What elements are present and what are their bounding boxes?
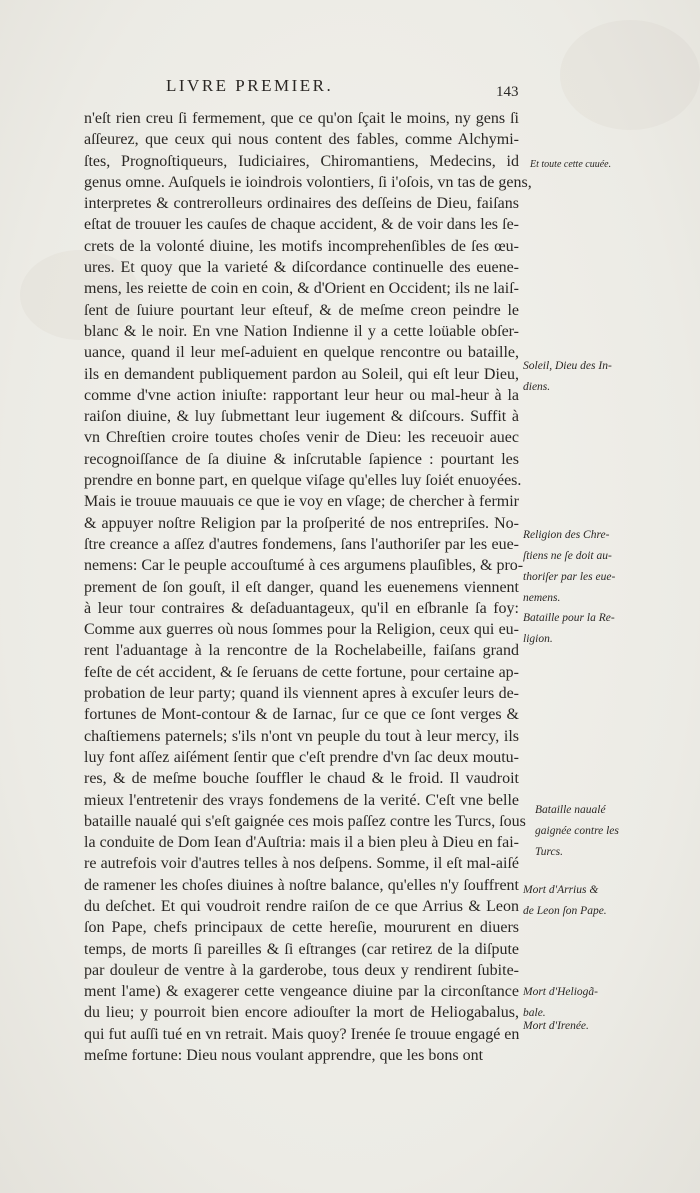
text-line: rent l'aduantage à la rencontre de la Rochelabeille, faiſans grand [84,642,519,660]
marginal-note [523,608,641,650]
text-line: ſent de ſuiure pourtant leur eſteuf, & de meſme creon peindre le [84,301,519,319]
text-line: prement de ſon gouſt, il eſt danger, quand les euenemens viennent [84,578,519,596]
text-line: recognoiſſance de ſa diuine & inſcrutable ſapience : pourtant les [84,450,519,468]
text-line: uance, quand il leur meſ-aduient en quelque rencontre ou bataille, [84,344,519,362]
text-line: luy font aſſez aiſément ſentir que c'eſt prendre d'vn ſac deux moutu- [84,748,519,766]
text-line: re autrefois voir d'autres telles à nos deſpens. Somme, il eſt mal-aiſé [84,855,519,873]
main-text-block [84,108,532,1066]
text-line: du deſchet. Et qui voudroit rendre raiſon de ce que Arrius & Leon [84,897,519,915]
text-line: ſon Pape, chefs principaux de cette hereſie, moururent en diuers [84,919,519,937]
text-line: de ramener les choſes diuines à noſtre balance, qu'elles n'y ſouffrent [84,876,519,894]
paper-stain [560,20,700,130]
text-line: ures. Et quoy que la varieté & diſcordance continuelle des euene- [84,259,519,277]
text-line: ſtre creance a aſſez d'autres fondemens, ſans l'authoriſer par les eue- [84,535,519,553]
text-line: Mais ie trouue mauuais ce que ie voy en vſage; de chercher à fermir [84,493,519,511]
marginal-note [530,154,648,175]
marginal-note [523,525,641,609]
text-line: ils en demandent publiquement pardon au Soleil, qui eſt leur Dieu, [84,365,519,383]
text-line: temps, de morts ſi pareilles & ſi eſtranges (car retirez de la diſpute [84,940,519,958]
marginal-note [523,880,641,922]
text-line: meſme fortune: Dieu nous voulant apprendre, que les bons ont [84,1047,484,1065]
text-line: blanc & le noir. En vne Nation Indienne il y a cette loüable obſer- [84,322,519,340]
marginal-note-line: Bataille pour la Re- [523,612,615,624]
marginal-note-line: gaignée contre les [535,825,619,837]
text-line: chaſtiemens paternels; s'ils n'ont vn peuple du tout à leur mercy, ils [84,727,519,745]
marginal-note-line: ſtiens ne ſe doit au- [523,550,612,562]
marginal-note-line: Turcs. [535,846,564,858]
marginal-note-line: nemens. [523,592,561,604]
text-line: raiſon diuine, & luy ſubmettant leur iugement & diſcours. Suffit à [84,408,519,426]
text-line: ſtes, Prognoſtiqueurs, Iudiciaires, Chiromantiens, Medecins, id [84,152,519,170]
text-line: vn Chreſtien croire toutes choſes venir de Dieu: les receuoir auec [84,429,519,447]
text-line: Comme aux guerres où nous ſommes pour la Religion, ceux qui eu- [84,621,519,639]
marginal-note-line: Bataille naualé [535,804,606,816]
text-line: prendre en bonne part, en quelque viſage qu'elles luy ſoiét enuoyées. [84,472,522,490]
text-line: & appuyer noſtre Religion par la proſperité de nos entrepriſes. No- [84,514,519,532]
marginal-note-line: thoriſer par les eue- [523,571,616,583]
marginal-note-line: bale. [523,1007,546,1019]
text-line: probation de leur party; quand ils viennent apres à excuſer leurs de- [84,685,519,703]
text-line: mieux l'entretenir des vrays fondemens de la verité. C'eſt vne belle [84,791,519,809]
text-line: du lieu; y pourroit bien encore adiouſter la mort de Heliogabalus, [84,1004,519,1022]
text-line: bataille naualé qui s'eſt gaignée ces mois paſſez contre les Turcs, ſous [84,812,526,830]
text-line: n'eſt rien creu ſi fermement, que ce qu'on ſçait le moins, ny gens ſi [84,110,519,127]
marginal-note [535,800,653,863]
marginal-note-line: Religion des Chre- [523,529,610,541]
marginal-note-line: de Leon ſon Pape. [523,905,607,917]
marginal-note-line: Mort d'Heliogã- [523,986,598,998]
text-line: eſtat de trouuer les cauſes de chaque accident, & de voir dans les ſe- [84,216,519,234]
text-line: par douleur de ventre à la garderobe, tous deux y rendirent ſubite- [84,961,519,979]
text-line: aſſeurez, que ceux qui nous content des fables, comme Alchymi- [84,131,519,149]
text-line: nemens: Car le peuple accouſtumé à ces argumens plauſibles, & pro- [84,557,524,575]
page-number: 143 [496,84,519,100]
marginal-note-line: diens. [523,381,551,393]
text-line: crets de la volonté diuine, les motifs incomprehenſibles de ſes œu- [84,237,519,255]
marginal-note-line: Et toute cette cuuée. [530,159,612,170]
marginal-note-line: Mort d'Irenée. [523,1020,589,1032]
text-line: la conduite de Dom Iean d'Auſtria: mais il a bien pleu à Dieu en fai- [84,834,519,852]
marginal-note-line: Soleil, Dieu des In- [523,360,612,372]
text-line: ment l'ame) & exagerer cette vengeance diuine par la circonſtance [84,983,519,1001]
text-line: fortunes de Mont-contour & de Iarnac, ſur ce que ce ſont verges & [84,706,519,724]
text-line: interpretes & contrerolleurs ordinaires des deſſeins de Dieu, faiſans [84,195,519,213]
marginal-note-line: ligion. [523,633,553,645]
marginal-note [523,1016,641,1037]
text-line: feſte de cét accident, & ſe ſeruans de cette fortune, pour certaine ap- [84,663,519,681]
marginal-note-line: Mort d'Arrius & [523,884,599,896]
marginal-note [523,356,641,398]
text-line: genus omne. Auſquels ie ioindrois volontiers, ſi i'oſois, vn tas de gens, [84,173,532,191]
text-line: res, & de meſme bouche ſouffler le chaud & le froid. Il vaudroit [84,770,519,788]
text-line: comme d'vne action iniuſte: rapportant leur heur ou mal-heur à la [84,386,519,404]
running-head: LIVRE PREMIER. [166,76,334,95]
text-line: qui fut auſſi tué en vn retrait. Mais quoy? Irenée ſe trouue engagé en [84,1025,520,1043]
text-line: à leur tour contraires & deſaduantageux, qu'il en eſbranle ſa foy: [84,599,519,617]
text-line: mens, les reiette de coin en coin, & d'Orient en Occident; ils ne laiſ- [84,280,519,298]
